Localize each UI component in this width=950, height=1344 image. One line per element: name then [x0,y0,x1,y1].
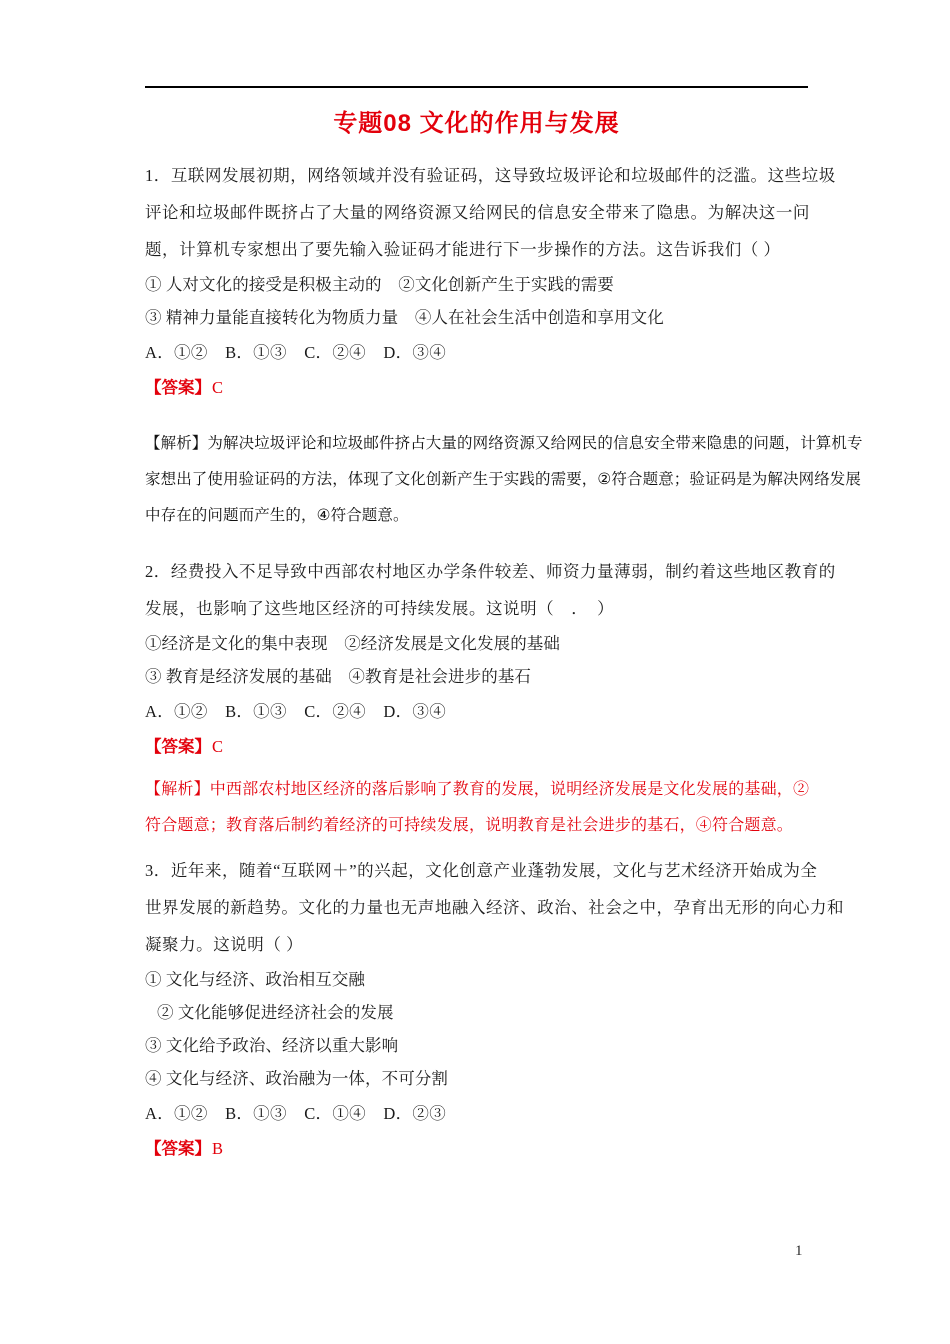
question-1-analysis-line-2: 家想出了使用验证码的方法，体现了文化创新产生于实践的需要，②符合题意；验证码是为解决网络发展 [145,470,861,488]
question-2-option-line-2: ③ 教育是经济发展的基础 ④教育是社会进步的基石 [145,667,532,686]
question-2-choice-b[interactable]: B．①③ [225,702,287,721]
question-1-analysis-line-3: 中存在的问题而产生的，④符合题意。 [145,506,409,524]
question-1-option-line-1: ① 人对文化的接受是积极主动的 ②文化创新产生于实践的需要 [145,275,615,294]
question-3-answer [145,1132,945,1166]
question-1-option-line-2: ③ 精神力量能直接转化为物质力量 ④人在社会生活中创造和享用文化 [145,308,664,327]
question-2-analysis-line-1: 【解析】中西部农村地区经济的落后影响了教育的发展，说明经济发展是文化发展的基础，② [145,781,810,798]
question-3-option-line-1: ① 文化与经济、政治相互交融 [145,970,366,989]
question-2-analysis-line-2: 符合题意；教育落后制约着经济的可持续发展，说明教育是社会进步的基石，④符合题意。 [145,817,794,834]
question-1-answer-value: C [212,378,224,397]
question-3-choice-b[interactable]: B．①③ [225,1104,287,1123]
question-2-stem-line-2: 发展，也影响了这些地区经济的可持续发展。这说明（ ． ） [145,599,615,618]
question-2-options [145,627,945,693]
question-2-stem-line-1: 2．经费投入不足导致中西部农村地区办学条件较差、师资力量薄弱，制约着这些地区教育的 [145,562,836,581]
question-2-option-line-1: ①经济是文化的集中表现 ②经济发展是文化发展的基础 [145,634,560,653]
question-1-answer [145,371,945,405]
answer-label: 【答案】 [145,737,211,756]
question-1-choice-b[interactable]: B．①③ [225,343,287,362]
question-2-analysis [145,772,945,844]
question-1 [145,157,945,533]
question-1-analysis-line-1: 【解析】为解决垃圾评论和垃圾邮件挤占大量的网络资源又给网民的信息安全带来隐患的问题，计算机专 [145,434,863,452]
question-2-choice-c[interactable]: C．②④ [304,702,366,721]
question-2-choices [145,693,945,730]
question-1-choice-c[interactable]: C．②④ [304,343,366,362]
page-title: 专题08 文化的作用与发展 [333,110,620,137]
question-3-options [145,963,945,1095]
question-3-choices [145,1095,945,1132]
question-3-choice-d[interactable]: D．②③ [383,1104,446,1123]
question-2-choice-a[interactable]: A．①② [145,702,208,721]
question-2-choice-d[interactable]: D．③④ [383,702,446,721]
question-3-stem [145,852,945,963]
question-3-answer-value: B [212,1139,224,1158]
question-3 [145,852,945,1166]
question-1-choice-a[interactable]: A．①② [145,343,208,362]
question-2-answer [145,730,945,764]
question-3-option-line-3: ③ 文化给予政治、经济以重大影响 [145,1036,399,1055]
question-3-choice-a[interactable]: A．①② [145,1104,208,1123]
question-3-option-line-4: ④ 文化与经济、政治融为一体，不可分割 [145,1069,449,1088]
question-2-answer-value: C [212,737,224,756]
page-number: 1 [795,1243,803,1259]
question-1-stem-line-1: 1．互联网发展初期，网络领域并没有验证码，这导致垃圾评论和垃圾邮件的泛滥。这些垃圾 [145,166,836,185]
question-1-stem [145,157,945,268]
question-3-choice-c[interactable]: C．①④ [304,1104,366,1123]
question-1-stem-line-2: 评论和垃圾邮件既挤占了大量的网络资源又给网民的信息安全带来了隐患。为解决这一问 [145,203,810,222]
question-1-choices [145,334,945,371]
question-3-option-line-2: ② 文化能够促进经济社会的发展 [157,1003,394,1022]
question-3-stem-line-1: 3．近年来，随着“互联网＋”的兴起，文化创意产业蓬勃发展，文化与艺术经济开始成为全 [145,861,818,880]
question-3-stem-line-2: 世界发展的新趋势。文化的力量也无声地融入经济、政治、社会之中，孕育出无形的向心力和 [145,898,845,917]
question-1-stem-line-3: 题，计算机专家想出了要先输入验证码才能进行下一步操作的方法。这告诉我们（ ） [145,240,781,259]
question-2-stem [145,553,945,627]
answer-label: 【答案】 [145,378,211,397]
question-2 [145,553,945,844]
question-1-analysis [145,425,945,533]
document-body [145,157,945,1166]
header-rule [145,86,808,88]
question-1-choice-d[interactable]: D．③④ [383,343,446,362]
question-3-stem-line-3: 凝聚力。这说明（ ） [145,935,304,954]
answer-label: 【答案】 [145,1139,211,1158]
question-1-options [145,268,945,334]
